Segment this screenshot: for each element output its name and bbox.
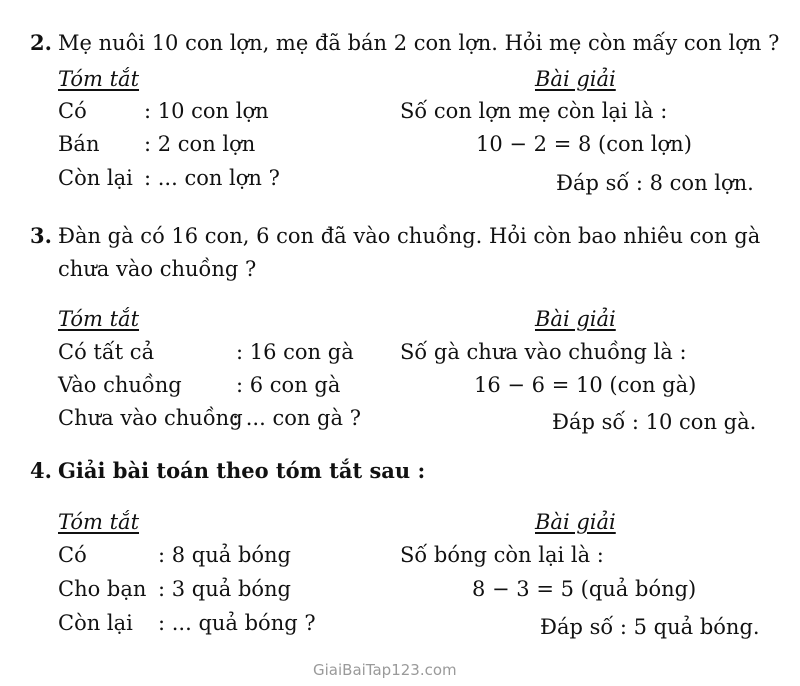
answer: Đáp số : 8 con lợn. bbox=[556, 171, 754, 195]
summary-label: Bán bbox=[58, 132, 100, 156]
problem-statement-line2: chưa vào chuồng ? bbox=[58, 257, 257, 281]
solution-sentence: Số gà chưa vào chuồng là : bbox=[400, 340, 687, 364]
summary-label: Vào chuồng bbox=[58, 373, 182, 397]
answer: Đáp số : 10 con gà. bbox=[552, 410, 757, 434]
problem-number: 2. bbox=[30, 30, 52, 55]
summary-label: Cho bạn bbox=[58, 577, 147, 601]
summary-value: : 8 quả bóng bbox=[158, 543, 292, 567]
summary-title: Tóm tắt bbox=[58, 510, 140, 534]
summary-title: Tóm tắt bbox=[58, 67, 140, 91]
summary-value: : 3 quả bóng bbox=[158, 577, 292, 601]
problem-statement-line1: Đàn gà có 16 con, 6 con đã vào chuồng. Hỏi còn bao nhiêu con gà bbox=[58, 224, 761, 248]
watermark: GiaiBaiTap123.com bbox=[313, 661, 457, 679]
summary-label: Còn lại bbox=[58, 166, 133, 190]
solution-sentence: Số con lợn mẹ còn lại là : bbox=[400, 99, 668, 123]
summary-value: : ... quả bóng ? bbox=[158, 611, 316, 635]
solution-title: Bài giải bbox=[535, 67, 616, 91]
summary-value: : 2 con lợn bbox=[144, 132, 256, 156]
calculation: 10 − 2 = 8 (con lợn) bbox=[476, 132, 692, 156]
solution-title: Bài giải bbox=[535, 307, 616, 331]
summary-title: Tóm tắt bbox=[58, 307, 140, 331]
problem-statement: Giải bài toán theo tóm tắt sau : bbox=[58, 458, 426, 483]
calculation: 16 − 6 = 10 (con gà) bbox=[474, 373, 697, 397]
summary-value: : 16 con gà bbox=[236, 340, 354, 364]
summary-value: : ... con lợn ? bbox=[144, 166, 280, 190]
solution-sentence: Số bóng còn lại là : bbox=[400, 543, 604, 567]
answer: Đáp số : 5 quả bóng. bbox=[540, 615, 760, 639]
calculation: 8 − 3 = 5 (quả bóng) bbox=[472, 577, 697, 601]
summary-label: Có bbox=[58, 99, 87, 123]
problem-statement: Mẹ nuôi 10 con lợn, mẹ đã bán 2 con lợn. Hỏi mẹ còn mấy con lợn ? bbox=[58, 31, 780, 55]
summary-value: : ... con gà ? bbox=[232, 406, 361, 430]
summary-label: Có tất cả bbox=[58, 340, 155, 364]
solution-title: Bài giải bbox=[535, 510, 616, 534]
summary-label: Có bbox=[58, 543, 87, 567]
summary-label: Còn lại bbox=[58, 611, 133, 635]
problem-number: 3. bbox=[30, 223, 52, 248]
summary-label: Chưa vào chuồng bbox=[58, 406, 243, 430]
summary-value: : 10 con lợn bbox=[144, 99, 269, 123]
summary-value: : 6 con gà bbox=[236, 373, 341, 397]
problem-number: 4. bbox=[30, 458, 52, 483]
